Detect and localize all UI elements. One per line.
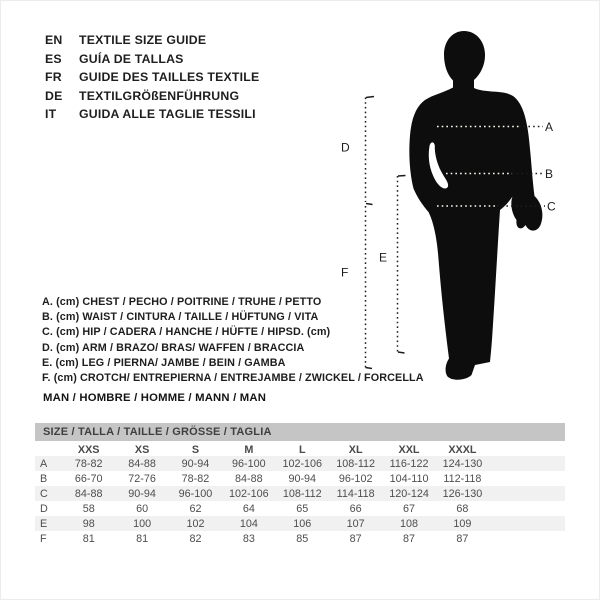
measure-row-label: E <box>40 517 48 530</box>
language-title: TEXTILGRÖßENFÜHRUNG <box>79 88 240 103</box>
gender-heading: MAN / HOMBRE / HOMME / MANN / MAN <box>43 392 267 404</box>
size-value-cell: 78-82 <box>74 457 103 470</box>
language-title-list <box>45 31 259 124</box>
size-value-cell: 124-130 <box>442 457 483 470</box>
size-value-cell: 84-88 <box>128 457 156 470</box>
size-value-cell: 116-122 <box>389 457 429 470</box>
size-value-cell: 107 <box>346 517 365 530</box>
legend-item: A. (cm) CHEST / PECHO / POITRINE / TRUHE / PETTO <box>42 296 322 308</box>
size-column-header: XXXL <box>448 443 477 456</box>
size-value-cell: 62 <box>189 502 202 515</box>
size-column-header: XS <box>134 443 150 456</box>
measure-row-label: F <box>40 532 47 545</box>
size-value-cell: 87 <box>456 532 469 545</box>
size-value-cell: 85 <box>296 532 309 545</box>
language-title: GUÍA DE TALLAS <box>79 51 184 66</box>
size-value-cell: 81 <box>82 532 95 545</box>
language-code: DE <box>45 88 63 103</box>
language-code: IT <box>45 107 57 122</box>
measure-label-waist: B <box>545 167 554 181</box>
legend-item: B. (cm) WAIST / CINTURA / TAILLE / HÜFTUNG / VITA <box>42 311 319 324</box>
size-value-cell: 90-94 <box>181 457 210 470</box>
language-row <box>45 31 259 50</box>
language-title: GUIDE DES TAILLES TEXTILE <box>79 70 260 85</box>
language-row <box>45 87 259 106</box>
size-column-header: XXS <box>77 443 100 456</box>
legend-item: E. (cm) LEG / PIERNA/ JAMBE / BEIN / GAMBA <box>42 356 286 369</box>
measurement-legend <box>42 295 424 386</box>
size-table-body <box>35 456 565 546</box>
language-code: FR <box>45 70 62 85</box>
size-value-cell: 114-118 <box>336 487 375 500</box>
size-value-cell: 68 <box>456 502 469 515</box>
size-table-row <box>35 486 565 501</box>
size-value-cell: 90-94 <box>288 472 317 485</box>
size-value-cell: 87 <box>349 532 362 545</box>
size-value-cell: 87 <box>403 532 416 545</box>
size-value-cell: 83 <box>242 532 255 545</box>
language-row <box>45 68 259 87</box>
language-code: ES <box>45 51 62 66</box>
size-table-row <box>35 516 565 531</box>
size-table-row <box>35 531 565 546</box>
measure-label-hip: C <box>547 199 556 214</box>
size-table-row <box>35 501 565 516</box>
size-value-cell: 66-70 <box>74 472 103 485</box>
size-value-cell: 102 <box>186 517 205 530</box>
size-value-cell: 60 <box>136 502 149 515</box>
size-value-cell: 108-112 <box>336 457 376 470</box>
measure-label-arm: D <box>341 140 350 155</box>
size-column-header: S <box>191 443 200 456</box>
size-value-cell: 65 <box>296 502 309 515</box>
size-table <box>35 423 565 546</box>
size-value-cell: 58 <box>82 502 95 515</box>
size-value-cell: 98 <box>82 517 95 530</box>
size-value-cell: 96-100 <box>178 487 213 500</box>
size-value-cell: 106 <box>293 517 312 530</box>
language-row <box>45 50 259 69</box>
size-value-cell: 67 <box>403 502 416 515</box>
size-value-cell: 64 <box>242 502 255 515</box>
size-value-cell: 82 <box>189 532 202 545</box>
size-value-cell: 104-110 <box>389 472 429 485</box>
size-value-cell: 102-106 <box>282 457 323 470</box>
measure-row-label: C <box>40 487 48 500</box>
size-value-cell: 109 <box>453 517 472 530</box>
size-table-title-bar: SIZE / TALLA / TAILLE / GRÖSSE / TAGLIA <box>35 423 565 441</box>
size-value-cell: 112-118 <box>443 472 482 485</box>
size-value-cell: 104 <box>239 517 258 530</box>
size-value-cell: 108 <box>400 517 419 530</box>
legend-item: F. (cm) CROTCH/ ENTREPIERNA / ENTREJAMBE / ZWICKEL / FORCELLA <box>42 372 424 385</box>
size-value-cell: 120-124 <box>389 487 429 500</box>
language-title: GUIDA ALLE TAGLIE TESSILI <box>79 107 256 122</box>
size-value-cell: 84-88 <box>74 487 103 500</box>
size-value-cell: 126-130 <box>442 487 483 500</box>
measure-row-label: B <box>40 472 48 485</box>
size-value-cell: 84-88 <box>235 472 263 485</box>
size-value-cell: 102-106 <box>229 487 269 500</box>
size-value-cell: 96-100 <box>232 457 266 470</box>
measure-label-chest: A <box>545 120 554 134</box>
measure-row-label: D <box>40 502 48 515</box>
legend-item: C. (cm) HIP / CADERA / HANCHE / HÜFTE / HIPSD. (cm) <box>42 326 331 339</box>
size-column-header: L <box>298 443 306 456</box>
size-value-cell: 90-94 <box>128 487 156 500</box>
size-table-row <box>35 471 565 486</box>
language-code: EN <box>45 33 63 47</box>
size-value-cell: 108-112 <box>282 487 322 500</box>
size-table-header-row <box>35 443 565 456</box>
measure-label-leg: E <box>379 250 388 265</box>
size-column-header: M <box>244 443 254 456</box>
measure-label-crotch: F <box>341 265 349 280</box>
size-column-header: XXL <box>398 443 420 456</box>
arm-line-top-tick <box>366 97 374 98</box>
language-title: TEXTILE SIZE GUIDE <box>79 33 207 47</box>
size-value-cell: 96-102 <box>338 472 373 485</box>
size-value-cell: 78-82 <box>181 472 210 485</box>
measure-row-label: A <box>40 457 48 470</box>
size-value-cell: 81 <box>136 532 149 545</box>
language-row <box>45 105 259 124</box>
legend-item: D. (cm) ARM / BRAZO/ BRAS/ WAFFEN / BRACCIA <box>42 341 305 354</box>
arm-line-bottom-tick <box>366 204 373 205</box>
size-table-row <box>35 456 565 471</box>
leg-line-top-tick <box>398 176 406 177</box>
size-value-cell: 66 <box>349 502 362 515</box>
size-value-cell: 72-76 <box>128 472 156 485</box>
size-value-cell: 100 <box>133 517 152 530</box>
size-column-header: XL <box>348 443 363 456</box>
